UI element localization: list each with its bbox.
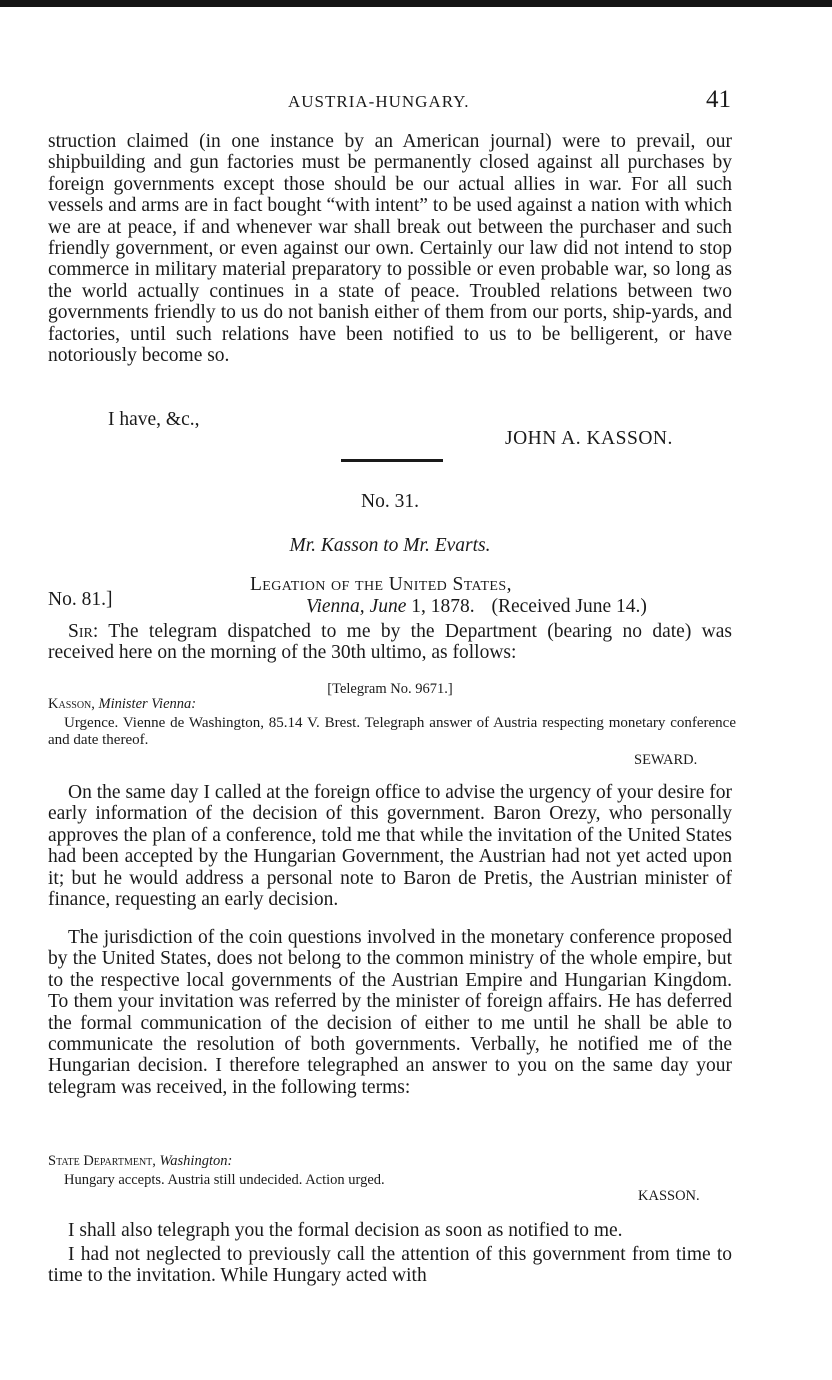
document-heading: Mr. Kasson to Mr. Evarts. <box>289 535 491 556</box>
section-divider <box>341 459 443 462</box>
dispatch-number: No. 81.] <box>48 589 113 610</box>
received-date: (Received June 14.) <box>491 596 647 617</box>
addressee-name: Kasson, <box>48 696 95 712</box>
date-rest: 1, 1878. <box>411 596 475 617</box>
addressee-title: Minister Vienna: <box>98 696 197 712</box>
telegram1-signature: SEWARD. <box>634 752 698 768</box>
running-header <box>0 88 832 118</box>
first-sentence: The telegram dispatched to me by the Department (bearing no date) was received here on the morning of the 30th ultimo, as follows: <box>48 621 732 664</box>
telegram1-addressee <box>48 696 196 713</box>
salutation-word: Sir: <box>68 621 99 642</box>
running-title: AUSTRIA-HUNGARY. <box>288 92 470 111</box>
dateline <box>306 596 647 618</box>
document-number: No. 31. <box>361 491 419 512</box>
place: Vienna, <box>306 596 365 617</box>
telegram-number: [Telegram No. 9671.] <box>327 681 453 697</box>
addressee-place: Washington: <box>159 1153 233 1169</box>
opening-sentence <box>48 621 732 664</box>
top-border <box>0 0 832 7</box>
telegram2-body: Hungary accepts. Austria still undecided. Action urged. <box>64 1172 385 1188</box>
paragraph-previous: I had not neglected to previously call the attention of this government from time to time to the invitation. While Hungary acted with <box>48 1244 732 1287</box>
signature-kasson: JOHN A. KASSON. <box>505 428 673 449</box>
telegram2-addressee <box>48 1153 232 1170</box>
closing-salutation: I have, &c., <box>108 409 200 430</box>
page-number: 41 <box>706 86 731 113</box>
date-month: June <box>369 596 407 617</box>
addressee-office: State Department, <box>48 1153 156 1169</box>
legation-line: Legation of the United States, <box>250 574 512 595</box>
telegram2-signature: KASSON. <box>638 1188 700 1204</box>
paragraph-notify: I shall also telegraph you the formal decision as soon as notified to me. <box>68 1220 623 1241</box>
paragraph-orezy: On the same day I called at the foreign office to advise the urgency of your desire for early information of the decision of this government. Baron Orezy, who personally approves the plan of a conference, told me that while the invitation of the United States had been accepted by the Hungarian Government, the Austrian had not yet acted upon it; but he would address a personal note to Baron de Pretis, the Austrian minister of finance, requesting an early decision. <box>48 782 732 911</box>
opening-paragraph: struction claimed (in one instance by an American journal) were to prevail, our shipbuilding and gun factories must be permanently closed against all purchases by foreign governments except those should be our actual allies in war. For all such vessels and arms are in fact bought “with intent” to be used against a nation with which we are at peace, if and whenever war shall break out between the purchaser and such friendly government, or even against our own. Certainly our law did not intend to stop commerce in military material preparatory to possible or even probable war, so long as the world actually continues in a state of peace. Troubled relations between two governments friendly to us do not banish either of them from our ports, ship-yards, and factories, until such relations have been notified to us to be belligerent, or have notoriously become so. <box>48 131 732 367</box>
paragraph-jurisdiction: The jurisdiction of the coin questions involved in the monetary conference proposed by the United States, does not belong to the common ministry of the whole empire, but to the respective local governments of the Austrian Empire and Hungarian Kingdom. To them your invitation was referred by the minister of foreign affairs. He has deferred the formal communication of the decision of either to me until he shall be able to communicate the resolution of both governments. Verbally, he notified me of the Hungarian decision. I therefore telegraphed an answer to you on the same day your telegram was received, in the following terms: <box>48 927 732 1098</box>
telegram1-body: Urgence. Vienne de Washington, 85.14 V. Brest. Telegraph answer of Austria respecting monetary conference and date thereof. <box>48 715 736 748</box>
